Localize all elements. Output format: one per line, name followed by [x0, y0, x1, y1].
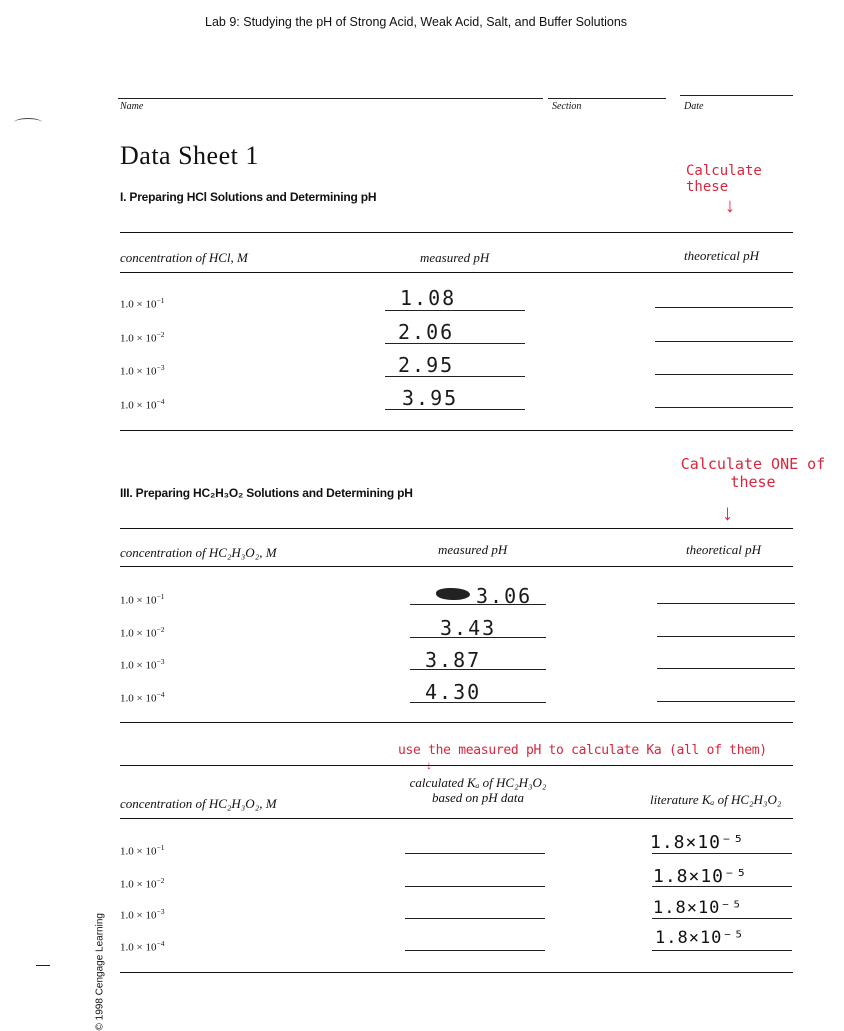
measured-ph-line [385, 310, 525, 311]
measured-ph-value[interactable]: 2.06 [398, 320, 455, 344]
literature-ka-value[interactable]: 1.8×10⁻⁵ [653, 898, 743, 918]
concentration: $1.0 \times 10^{-4}$ [120, 690, 165, 705]
measured-ph-line [410, 637, 546, 638]
date-line [680, 95, 793, 96]
theoretical-ph-line[interactable] [657, 701, 795, 702]
margin-dash [36, 965, 50, 966]
calculated-ka-line[interactable] [405, 950, 545, 951]
concentration: $1.0 \times 10^{-3}$ [120, 657, 165, 672]
measured-ph-line [410, 702, 546, 703]
concentration: $1.0 \times 10^{-3}$ [120, 363, 165, 378]
ka-col-calculated-line2: based on pH data [431, 790, 525, 805]
measured-ph-line [385, 409, 525, 410]
concentration: $1.0 \times 10^{-2}$ [120, 330, 165, 345]
theoretical-ph-line[interactable] [657, 603, 795, 604]
ka-header-rule [120, 818, 793, 819]
annotation-use-measured-ph: use the measured pH to calculate Ka (all of them) [398, 743, 767, 758]
calculated-ka-line[interactable] [405, 886, 545, 887]
measured-ph-line [385, 343, 525, 344]
ka-col-literature: literature Kₐ of HC₂H₃O₂ [650, 792, 782, 807]
measured-ph-value[interactable]: 4.30 [425, 680, 482, 704]
section1-col-concentration: concentration of HCl, M [120, 250, 248, 265]
literature-ka-line [652, 950, 792, 951]
concentration: $1.0 \times 10^{-4}$ [120, 397, 165, 412]
down-arrow-icon: ↓ [426, 758, 432, 772]
literature-ka-value[interactable]: 1.8×10⁻⁵ [655, 928, 745, 948]
section3-col-theoretical: theoretical pH [686, 542, 761, 557]
lab-title: Lab 9: Studying the pH of Strong Acid, Weak Acid, Salt, and Buffer Solutions [205, 15, 628, 29]
concentration: $1.0 \times 10^{-1}$ [120, 296, 165, 311]
ka-col-calculated [398, 775, 558, 805]
section1-header-rule [120, 272, 793, 273]
measured-ph-line [385, 376, 525, 377]
measured-ph-line [410, 669, 546, 670]
section-line [548, 98, 666, 99]
section1-heading: I. Preparing HCl Solutions and Determining pH [120, 190, 377, 204]
literature-ka-line [652, 853, 792, 854]
section3-col-concentration: concentration of HC₂H₃O₂, M [120, 545, 277, 560]
section3-bottom-rule [120, 722, 793, 723]
section3-top-rule [120, 528, 793, 529]
ka-bottom-rule [120, 972, 793, 973]
concentration: $1.0 \times 10^{-2}$ [120, 876, 165, 891]
page-title: Data Sheet 1 [120, 141, 259, 170]
down-arrow-icon: ↓ [725, 195, 735, 217]
theoretical-ph-line[interactable] [657, 636, 795, 637]
copyright-notice: © 1998 Cengage Learning [94, 913, 106, 1031]
section1-col-theoretical: theoretical pH [684, 248, 759, 263]
measured-ph-value[interactable]: 3.95 [402, 386, 459, 410]
theoretical-ph-line[interactable] [655, 341, 793, 342]
measured-ph-value[interactable]: 2.95 [398, 353, 455, 377]
ka-col-calculated-line1: calculated Kₐ of HC₂H₃O₂ [409, 775, 547, 790]
down-arrow-icon: ↓ [722, 500, 733, 525]
margin-mark [14, 118, 42, 127]
concentration: $1.0 \times 10^{-3}$ [120, 907, 165, 922]
section3-heading: III. Preparing HC₂H₃O₂ Solutions and Determining pH [120, 486, 413, 500]
measured-ph-line [410, 604, 546, 605]
name-line [118, 98, 543, 99]
concentration: $1.0 \times 10^{-1}$ [120, 592, 165, 607]
literature-ka-value[interactable]: 1.8×10⁻⁵ [650, 832, 745, 853]
date-label: Date [684, 101, 704, 112]
section3-header-rule [120, 566, 793, 567]
section3-col-measured: measured pH [438, 542, 508, 557]
section1-top-rule [120, 232, 793, 233]
theoretical-ph-line[interactable] [655, 307, 793, 308]
theoretical-ph-line[interactable] [655, 407, 793, 408]
annotation-calculate-one: Calculate ONE of these [680, 455, 826, 491]
ka-top-rule [120, 765, 793, 766]
name-label: Name [120, 101, 144, 112]
literature-ka-line [652, 886, 792, 887]
concentration: $1.0 \times 10^{-1}$ [120, 843, 165, 858]
theoretical-ph-line[interactable] [655, 374, 793, 375]
calculated-ka-line[interactable] [405, 918, 545, 919]
section1-bottom-rule [120, 430, 793, 431]
measured-ph-value[interactable]: 3.43 [440, 616, 497, 640]
literature-ka-line [652, 918, 792, 919]
measured-ph-value[interactable]: 3.06 [476, 584, 533, 608]
section-label: Section [552, 101, 582, 112]
ka-col-concentration: concentration of HC₂H₃O₂, M [120, 796, 277, 811]
theoretical-ph-line[interactable] [657, 668, 795, 669]
measured-ph-value[interactable]: 1.08 [400, 286, 457, 310]
calculated-ka-line[interactable] [405, 853, 545, 854]
annotation-calculate-these: Calculate these [686, 163, 762, 195]
concentration: $1.0 \times 10^{-2}$ [120, 625, 165, 640]
section1-col-measured: measured pH [420, 250, 490, 265]
literature-ka-value[interactable]: 1.8×10⁻⁵ [653, 866, 748, 887]
scribble-mark [436, 588, 470, 600]
measured-ph-value[interactable]: 3.87 [425, 648, 482, 672]
concentration: $1.0 \times 10^{-4}$ [120, 939, 165, 954]
